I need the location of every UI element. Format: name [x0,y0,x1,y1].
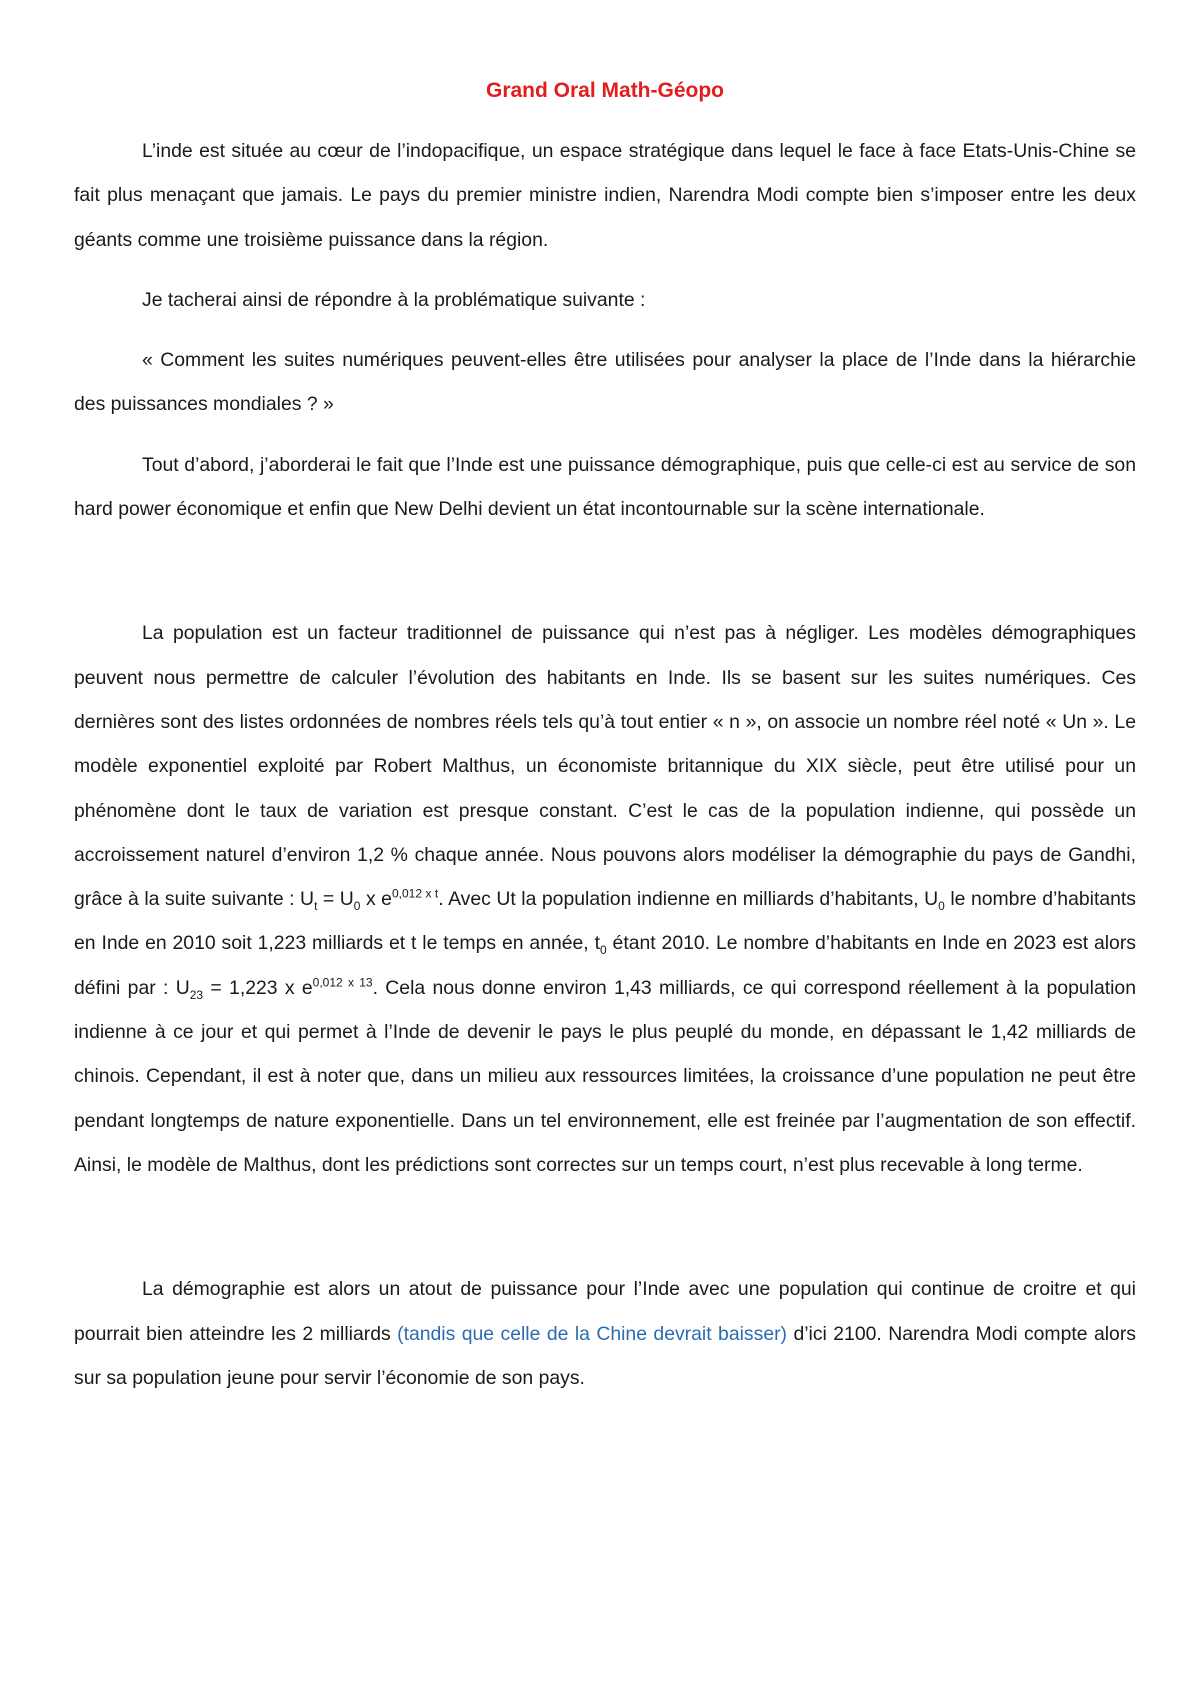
section1-text-d: étant 2010. Le nombre d’habitants en Inde en 2023 est alors défini par : U [74,932,1136,999]
formula-sub-23: 23 [189,987,204,1002]
section2-text-b: d’ici 2100. Narendra Modi compte alors sur sa population jeune pour servir l’économie de son pays. [74,1322,1136,1389]
section2-highlight: (tandis que celle de la Chine devrait baisser) [397,1322,788,1345]
section1-text-e: = 1,223 x e [203,976,313,999]
section1-paragraph [74,611,1136,1187]
formula-u: U [300,888,315,911]
formula-sub-0b: 0 [938,899,945,914]
section1-text-a: La population est un facteur traditionnel de puissance qui n’est pas à négliger. Les modèles démographiques peuvent nous permettre de calculer l’évolution des habitants en Inde. Ils se basent sur les suites numériques. Ces dernières sont des listes ordonnées de nombres réels tels qu’à tout entier « n », on associe un nombre réel noté « Un ». Le modèle exponentiel exploité par Robert Malthus, un économiste britannique du XIX siècle, peut être utilisé pour un phénomène dont le taux de variation est presque constant. C’est le cas de la population indienne, qui possède un accroissement naturel d’environ 1,2 % chaque année. Nous pouvons alors modéliser la démographie du pays de Gandhi, grâce à la suite suivante : [74,622,1136,911]
formula-sub-t: t [314,899,318,914]
transition-paragraph: Je tacherai ainsi de répondre à la problématique suivante : [142,288,646,311]
document-page [74,72,1136,1400]
intro-paragraph: L’inde est située au cœur de l’indopacifique, un espace stratégique dans lequel le face à face Etats-Unis-Chine se fait plus menaçant que jamais. Le pays du premier ministre indien, Narendra Modi compte bien s’imposer entre les deux géants comme une troisième puissance dans la région. [74,140,1136,251]
formula-exponent-2: 0,012 x 13 [312,975,373,990]
section2-text-a: La démographie est alors un atout de puissance pour l’Inde avec une population qui continue de croitre et qui pourrait bien atteindre les 2 milliards [74,1278,1136,1345]
formula-x-e: x e [360,888,392,911]
plan-paragraph: Tout d’abord, j’aborderai le fait que l’Inde est une puissance démographique, puis que celle-ci est au service de son hard power économique et enfin que New Delhi devient un état incontournable sur la scène internationale. [74,453,1136,521]
section1-text-c: le nombre d’habitants en Inde en 2010 soit 1,223 milliards et t le temps en année, t [74,888,1137,955]
formula-sub-0: 0 [353,899,361,914]
document-title: Grand Oral Math-Géopo [485,79,724,102]
problematique-paragraph: « Comment les suites numériques peuvent-elles être utilisées pour analyser la place de l’Inde dans la hiérarchie des puissances mondiales ? » [74,349,1136,416]
formula-exponent-1: 0,012 x t [391,886,439,901]
section1-text-f: . Cela nous donne environ 1,43 milliards, ce qui correspond réellement à la population indienne à ce jour et qui permet à l’Inde de devenir le pays le plus peuplé du monde, en dépassant le 1,42 milliards de chinois. Cependant, il est à noter que, dans un milieu aux ressources limitées, la croissance d’une population ne peut être pendant longtemps de nature exponentielle. Dans un tel environnement, elle est freinée par l’augmentation de son effectif. Ainsi, le modèle de Malthus, dont les prédictions sont correctes sur un temps court, n’est plus recevable à long terme. [74,976,1136,1176]
formula-sub-0c: 0 [599,943,607,958]
section1-text-b: . Avec Ut la population indienne en milliards d’habitants, U [438,888,939,911]
section2-paragraph [74,1267,1136,1400]
formula-eq1: = U [317,888,354,911]
